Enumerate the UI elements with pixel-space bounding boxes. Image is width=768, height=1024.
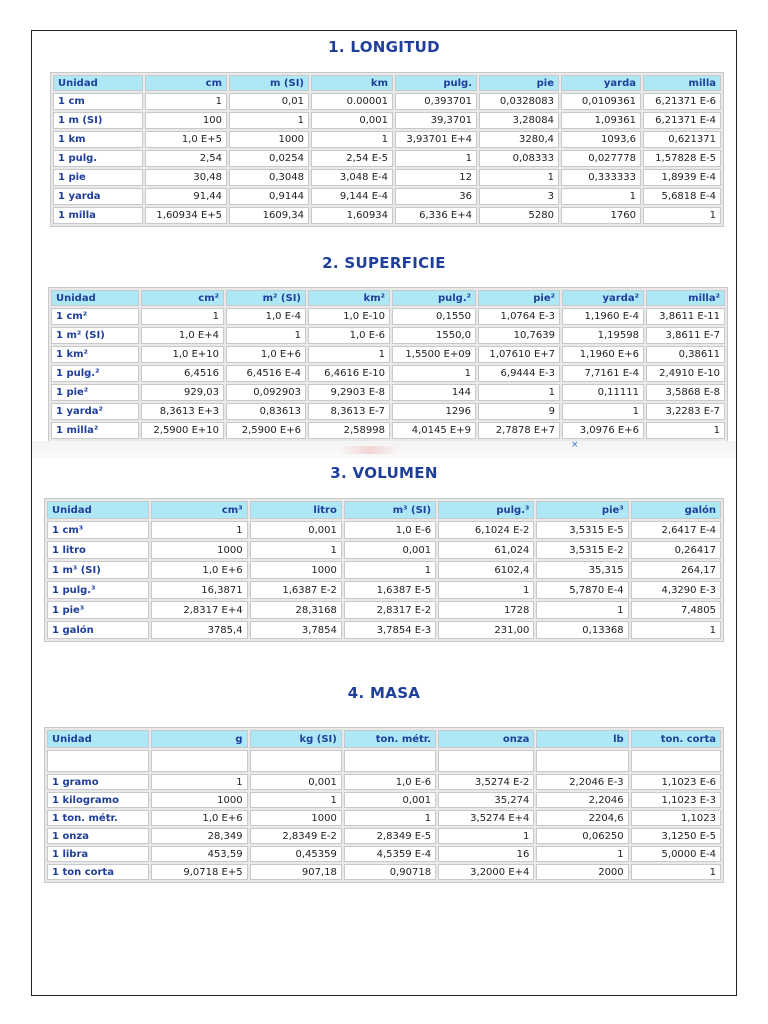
table-cell: 0,11111 bbox=[562, 384, 644, 401]
table-cell: 1 bbox=[250, 541, 342, 559]
table-cell: 907,18 bbox=[250, 864, 342, 880]
table-cell: 1,60934 E+5 bbox=[145, 207, 227, 224]
column-header: galón bbox=[631, 501, 721, 519]
table-cell: 1,1023 bbox=[631, 810, 721, 826]
row-header: 1 m³ (SI) bbox=[47, 561, 149, 579]
table-cell: 2204,6 bbox=[536, 810, 628, 826]
table-cell: 35,315 bbox=[536, 561, 628, 579]
column-header: ton. corta bbox=[631, 730, 721, 748]
column-header: pulg. bbox=[395, 75, 477, 91]
table-cell: 2000 bbox=[536, 864, 628, 880]
table-cell: 1,0 E-6 bbox=[308, 327, 390, 344]
table-cell: 6,336 E+4 bbox=[395, 207, 477, 224]
column-header: litro bbox=[250, 501, 342, 519]
table-cell: 28,3168 bbox=[250, 601, 342, 619]
table-cell: 1 bbox=[478, 384, 560, 401]
table-cell: 1 bbox=[643, 207, 721, 224]
table-cell: 39,3701 bbox=[395, 112, 477, 129]
row-header: 1 milla bbox=[53, 207, 143, 224]
table-cell: 4,0145 E+9 bbox=[392, 422, 476, 439]
table-cell: 2,8317 E+4 bbox=[151, 601, 247, 619]
section-title-volumen: 3. VOLUMEN bbox=[330, 464, 438, 482]
row-header: 1 kilogramo bbox=[47, 792, 149, 808]
column-header: m³ (SI) bbox=[344, 501, 436, 519]
table-cell: 0,001 bbox=[250, 521, 342, 539]
row-header: 1 cm² bbox=[51, 308, 139, 325]
table-cell: 1000 bbox=[151, 541, 247, 559]
table-cell: 0,0254 bbox=[229, 150, 309, 167]
column-header: lb bbox=[536, 730, 628, 748]
row-header: 1 m² (SI) bbox=[51, 327, 139, 344]
table-row bbox=[53, 93, 721, 110]
table-row bbox=[47, 828, 721, 844]
column-header: pulg.² bbox=[392, 290, 476, 306]
row-header: 1 ton. métr. bbox=[47, 810, 149, 826]
empty-cell bbox=[536, 750, 628, 772]
table-cell: 1,0764 E-3 bbox=[478, 308, 560, 325]
table-cell: 6,9444 E-3 bbox=[478, 365, 560, 382]
table-cell: 4,3290 E-3 bbox=[631, 581, 721, 599]
table-cell: 2,5900 E+6 bbox=[226, 422, 306, 439]
table-cell: 1 bbox=[392, 365, 476, 382]
table-masa bbox=[44, 727, 724, 883]
table-cell: 5,6818 E-4 bbox=[643, 188, 721, 205]
table-cell: 1 bbox=[646, 422, 725, 439]
table-cell: 1000 bbox=[151, 792, 247, 808]
row-header: 1 pulg.³ bbox=[47, 581, 149, 599]
table-cell: 6102,4 bbox=[438, 561, 534, 579]
table-cell: 929,03 bbox=[141, 384, 224, 401]
table-cell: 1,0 E-10 bbox=[308, 308, 390, 325]
table-cell: 1,0 E-6 bbox=[344, 774, 436, 790]
table-row bbox=[53, 188, 721, 205]
table-cell: 3,2000 E+4 bbox=[438, 864, 534, 880]
table-cell: 3,5274 E-2 bbox=[438, 774, 534, 790]
row-header: 1 yarda bbox=[53, 188, 143, 205]
table-cell: 3,2283 E-7 bbox=[646, 403, 725, 420]
table-cell: 0,0109361 bbox=[561, 93, 641, 110]
table-cell: 9,144 E-4 bbox=[311, 188, 393, 205]
row-header: 1 pie bbox=[53, 169, 143, 186]
column-header: onza bbox=[438, 730, 534, 748]
table-cell: 231,00 bbox=[438, 621, 534, 639]
table-cell: 1,0 E+6 bbox=[151, 810, 247, 826]
section-title-superficie: 2. SUPERFICIE bbox=[322, 254, 446, 272]
table-cell: 0,83613 bbox=[226, 403, 306, 420]
table-cell: 28,349 bbox=[151, 828, 247, 844]
table-cell: 16 bbox=[438, 846, 534, 862]
table-cell: 5280 bbox=[479, 207, 559, 224]
row-header: 1 cm³ bbox=[47, 521, 149, 539]
table-cell: 3,7854 E-3 bbox=[344, 621, 436, 639]
table-cell: 36 bbox=[395, 188, 477, 205]
table-row bbox=[53, 112, 721, 129]
table-cell: 8,3613 E+3 bbox=[141, 403, 224, 420]
table-cell: 12 bbox=[395, 169, 477, 186]
table-row bbox=[47, 810, 721, 826]
table-cell: 1,1960 E-4 bbox=[562, 308, 644, 325]
table-cell: 0,001 bbox=[344, 792, 436, 808]
column-header: pie bbox=[479, 75, 559, 91]
table-cell: 1,8939 E-4 bbox=[643, 169, 721, 186]
table-row bbox=[47, 846, 721, 862]
table-cell: 1 bbox=[344, 561, 436, 579]
table-cell: 3,5868 E-8 bbox=[646, 384, 725, 401]
table-cell: 1 bbox=[141, 308, 224, 325]
column-header: cm bbox=[145, 75, 227, 91]
table-cell: 0.00001 bbox=[311, 93, 393, 110]
table-row bbox=[47, 541, 721, 559]
row-header: 1 yarda² bbox=[51, 403, 139, 420]
column-header: m² (SI) bbox=[226, 290, 306, 306]
table-cell: 5,7870 E-4 bbox=[536, 581, 628, 599]
ad-logo-fragment bbox=[340, 446, 400, 454]
row-header: 1 onza bbox=[47, 828, 149, 844]
table-cell: 6,4616 E-10 bbox=[308, 365, 390, 382]
table-cell: 35,274 bbox=[438, 792, 534, 808]
row-header: 1 ton corta bbox=[47, 864, 149, 880]
column-header: km bbox=[311, 75, 393, 91]
table-row bbox=[47, 521, 721, 539]
table-cell: 5,0000 E-4 bbox=[631, 846, 721, 862]
table-cell: 3,8611 E-7 bbox=[646, 327, 725, 344]
column-header: g bbox=[151, 730, 247, 748]
table-cell: 4,5359 E-4 bbox=[344, 846, 436, 862]
table-cell: 1 bbox=[438, 581, 534, 599]
table-cell: 3,5274 E+4 bbox=[438, 810, 534, 826]
table-row bbox=[51, 384, 725, 401]
table-row bbox=[47, 864, 721, 880]
table-cell: 1 bbox=[229, 112, 309, 129]
table-cell: 6,21371 E-4 bbox=[643, 112, 721, 129]
table-cell: 9,2903 E-8 bbox=[308, 384, 390, 401]
empty-cell bbox=[631, 750, 721, 772]
table-cell: 0,333333 bbox=[561, 169, 641, 186]
table-row bbox=[47, 792, 721, 808]
table-cell: 2,8349 E-2 bbox=[250, 828, 342, 844]
table-row bbox=[53, 169, 721, 186]
table-cell: 1 bbox=[151, 521, 247, 539]
column-header: cm³ bbox=[151, 501, 247, 519]
table-cell: 2,2046 bbox=[536, 792, 628, 808]
table-cell: 1,1023 E-3 bbox=[631, 792, 721, 808]
ad-close-icon[interactable]: × bbox=[571, 440, 579, 450]
table-row bbox=[47, 581, 721, 599]
table-cell: 0,13368 bbox=[536, 621, 628, 639]
table-cell: 1550,0 bbox=[392, 327, 476, 344]
table-cell: 1 bbox=[562, 403, 644, 420]
table-row bbox=[53, 131, 721, 148]
table-cell: 1 bbox=[395, 150, 477, 167]
table-cell: 0,621371 bbox=[643, 131, 721, 148]
row-header: 1 pulg.² bbox=[51, 365, 139, 382]
table-cell: 1 bbox=[145, 93, 227, 110]
table-cell: 1000 bbox=[250, 561, 342, 579]
table-row bbox=[47, 621, 721, 639]
table-cell: 0,38611 bbox=[646, 346, 725, 363]
header-row bbox=[47, 730, 721, 748]
table-cell: 2,7878 E+7 bbox=[478, 422, 560, 439]
table-cell: 1000 bbox=[229, 131, 309, 148]
table-cell: 1,0 E+5 bbox=[145, 131, 227, 148]
table-cell: 2,8317 E-2 bbox=[344, 601, 436, 619]
column-header: km² bbox=[308, 290, 390, 306]
column-header: Unidad bbox=[51, 290, 139, 306]
column-header: Unidad bbox=[53, 75, 143, 91]
row-header: 1 km² bbox=[51, 346, 139, 363]
table-row bbox=[51, 327, 725, 344]
table-cell: 0,3048 bbox=[229, 169, 309, 186]
table-cell: 1,0 E-6 bbox=[344, 521, 436, 539]
table-superficie bbox=[48, 287, 728, 442]
table-cell: 2,6417 E-4 bbox=[631, 521, 721, 539]
table-cell: 1,6387 E-2 bbox=[250, 581, 342, 599]
table-cell: 8,3613 E-7 bbox=[308, 403, 390, 420]
table-cell: 1,0 E+10 bbox=[141, 346, 224, 363]
table-cell: 3,7854 bbox=[250, 621, 342, 639]
table-cell: 0,06250 bbox=[536, 828, 628, 844]
table-cell: 3,048 E-4 bbox=[311, 169, 393, 186]
table-cell: 10,7639 bbox=[478, 327, 560, 344]
table-cell: 0,26417 bbox=[631, 541, 721, 559]
table-cell: 2,54 bbox=[145, 150, 227, 167]
table-row bbox=[51, 422, 725, 439]
table-cell: 1,09361 bbox=[561, 112, 641, 129]
column-header: cm² bbox=[141, 290, 224, 306]
table-cell: 6,1024 E-2 bbox=[438, 521, 534, 539]
table-cell: 3,5315 E-2 bbox=[536, 541, 628, 559]
table-cell: 2,5900 E+10 bbox=[141, 422, 224, 439]
table-cell: 3,1250 E-5 bbox=[631, 828, 721, 844]
table-cell: 100 bbox=[145, 112, 227, 129]
table-cell: 61,024 bbox=[438, 541, 534, 559]
table-cell: 1728 bbox=[438, 601, 534, 619]
table-cell: 1 bbox=[536, 601, 628, 619]
table-cell: 1,07610 E+7 bbox=[478, 346, 560, 363]
table-cell: 0,90718 bbox=[344, 864, 436, 880]
table-cell: 1609,34 bbox=[229, 207, 309, 224]
table-cell: 0,1550 bbox=[392, 308, 476, 325]
column-header: Unidad bbox=[47, 501, 149, 519]
table-cell: 16,3871 bbox=[151, 581, 247, 599]
table-cell: 1,19598 bbox=[562, 327, 644, 344]
table-cell: 0,001 bbox=[344, 541, 436, 559]
table-cell: 1093,6 bbox=[561, 131, 641, 148]
table-cell: 0,45359 bbox=[250, 846, 342, 862]
table-cell: 1000 bbox=[250, 810, 342, 826]
table-row bbox=[51, 403, 725, 420]
row-header: 1 km bbox=[53, 131, 143, 148]
table-cell: 1 bbox=[311, 131, 393, 148]
table-cell: 7,7161 E-4 bbox=[562, 365, 644, 382]
table-cell: 0,092903 bbox=[226, 384, 306, 401]
table-cell: 9 bbox=[478, 403, 560, 420]
table-cell: 2,4910 E-10 bbox=[646, 365, 725, 382]
table-cell: 6,4516 E-4 bbox=[226, 365, 306, 382]
row-header: 1 pie² bbox=[51, 384, 139, 401]
table-cell: 3280,4 bbox=[479, 131, 559, 148]
table-row bbox=[47, 561, 721, 579]
row-header: 1 gramo bbox=[47, 774, 149, 790]
table-cell: 3,93701 E+4 bbox=[395, 131, 477, 148]
table-cell: 6,21371 E-6 bbox=[643, 93, 721, 110]
column-header: Unidad bbox=[47, 730, 149, 748]
table-cell: 1 bbox=[536, 846, 628, 862]
column-header: milla bbox=[643, 75, 721, 91]
row-header: 1 m (SI) bbox=[53, 112, 143, 129]
empty-cell bbox=[438, 750, 534, 772]
table-cell: 1,0 E+4 bbox=[141, 327, 224, 344]
table-cell: 0,9144 bbox=[229, 188, 309, 205]
column-header: pulg.³ bbox=[438, 501, 534, 519]
table-cell: 3,5315 E-5 bbox=[536, 521, 628, 539]
section-title-longitud: 1. LONGITUD bbox=[328, 38, 440, 56]
table-cell: 2,2046 E-3 bbox=[536, 774, 628, 790]
table-cell: 1 bbox=[438, 828, 534, 844]
column-header: m (SI) bbox=[229, 75, 309, 91]
table-cell: 453,59 bbox=[151, 846, 247, 862]
column-header: pie² bbox=[478, 290, 560, 306]
table-cell: 1,5500 E+09 bbox=[392, 346, 476, 363]
table-row bbox=[53, 150, 721, 167]
table-cell: 0,027778 bbox=[561, 150, 641, 167]
table-cell: 7,4805 bbox=[631, 601, 721, 619]
table-cell: 1760 bbox=[561, 207, 641, 224]
column-header: ton. métr. bbox=[344, 730, 436, 748]
table-cell: 1 bbox=[631, 864, 721, 880]
table-cell: 0,001 bbox=[250, 774, 342, 790]
empty-cell bbox=[47, 750, 149, 772]
table-cell: 1,60934 bbox=[311, 207, 393, 224]
header-row bbox=[51, 290, 725, 306]
table-cell: 91,44 bbox=[145, 188, 227, 205]
empty-cell bbox=[344, 750, 436, 772]
table-cell: 3,28084 bbox=[479, 112, 559, 129]
table-row bbox=[51, 308, 725, 325]
table-longitud bbox=[50, 72, 724, 227]
table-row bbox=[53, 207, 721, 224]
row-header: 1 pie³ bbox=[47, 601, 149, 619]
table-row bbox=[47, 774, 721, 790]
table-row bbox=[51, 365, 725, 382]
spacer-row bbox=[47, 750, 721, 772]
table-cell: 0,001 bbox=[311, 112, 393, 129]
table-cell: 1,0 E+6 bbox=[226, 346, 306, 363]
table-cell: 1 bbox=[151, 774, 247, 790]
table-cell: 2,8349 E-5 bbox=[344, 828, 436, 844]
section-title-masa: 4. MASA bbox=[347, 684, 421, 702]
row-header: 1 pulg. bbox=[53, 150, 143, 167]
table-cell: 1,1960 E+6 bbox=[562, 346, 644, 363]
table-cell: 9,0718 E+5 bbox=[151, 864, 247, 880]
table-cell: 1 bbox=[308, 346, 390, 363]
column-header: yarda² bbox=[562, 290, 644, 306]
table-cell: 1,1023 E-6 bbox=[631, 774, 721, 790]
table-cell: 1 bbox=[250, 792, 342, 808]
table-cell: 1296 bbox=[392, 403, 476, 420]
table-cell: 1,0 E+6 bbox=[151, 561, 247, 579]
table-row bbox=[51, 346, 725, 363]
row-header: 1 cm bbox=[53, 93, 143, 110]
column-header: kg (SI) bbox=[250, 730, 342, 748]
column-header: pie³ bbox=[536, 501, 628, 519]
header-row bbox=[53, 75, 721, 91]
table-cell: 30,48 bbox=[145, 169, 227, 186]
table-cell: 0,0328083 bbox=[479, 93, 559, 110]
table-cell: 1 bbox=[479, 169, 559, 186]
table-cell: 0,393701 bbox=[395, 93, 477, 110]
header-row bbox=[47, 501, 721, 519]
table-cell: 1 bbox=[631, 621, 721, 639]
table-cell: 3785,4 bbox=[151, 621, 247, 639]
table-cell: 2,54 E-5 bbox=[311, 150, 393, 167]
table-volumen bbox=[44, 498, 724, 642]
table-cell: 1 bbox=[561, 188, 641, 205]
row-header: 1 galón bbox=[47, 621, 149, 639]
table-cell: 1,6387 E-5 bbox=[344, 581, 436, 599]
table-cell: 1 bbox=[344, 810, 436, 826]
column-header: yarda bbox=[561, 75, 641, 91]
table-cell: 1,57828 E-5 bbox=[643, 150, 721, 167]
table-row bbox=[47, 601, 721, 619]
column-header: milla² bbox=[646, 290, 725, 306]
table-cell: 3,8611 E-11 bbox=[646, 308, 725, 325]
table-cell: 6,4516 bbox=[141, 365, 224, 382]
table-cell: 0,01 bbox=[229, 93, 309, 110]
table-cell: 3,0976 E+6 bbox=[562, 422, 644, 439]
row-header: 1 libra bbox=[47, 846, 149, 862]
table-cell: 2,58998 bbox=[308, 422, 390, 439]
table-cell: 1,0 E-4 bbox=[226, 308, 306, 325]
table-cell: 1 bbox=[226, 327, 306, 344]
table-cell: 144 bbox=[392, 384, 476, 401]
empty-cell bbox=[151, 750, 247, 772]
empty-cell bbox=[250, 750, 342, 772]
table-cell: 264,17 bbox=[631, 561, 721, 579]
table-cell: 3 bbox=[479, 188, 559, 205]
row-header: 1 milla² bbox=[51, 422, 139, 439]
table-cell: 0,08333 bbox=[479, 150, 559, 167]
row-header: 1 litro bbox=[47, 541, 149, 559]
